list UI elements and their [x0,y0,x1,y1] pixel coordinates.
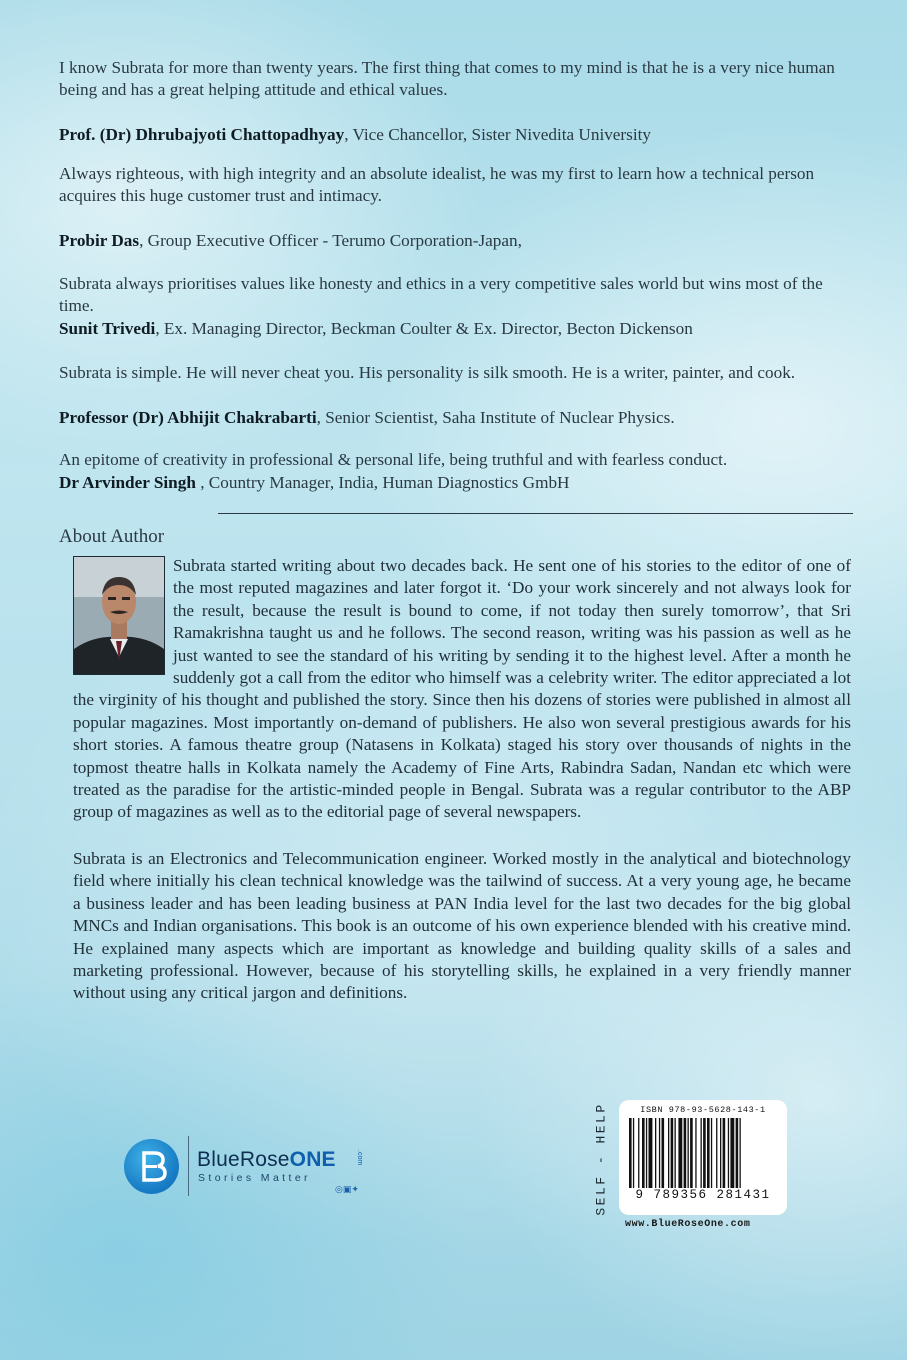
testimonial-role-1: , Vice Chancellor, Sister Nivedita University [344,125,651,144]
testimonial-attribution-2 [59,230,859,252]
bluerose-logo-icon [124,1139,179,1194]
testimonial-attribution-5 [59,472,859,494]
section-divider [218,513,853,514]
genre-label-text: SELF - HELP [593,1102,609,1216]
testimonial-name-1: Prof. (Dr) Dhrubajyoti Chattopadhyay [59,125,345,144]
testimonial-name-2: Probir Das [59,231,140,250]
isbn-label: ISBN 978-93-5628-143-1 [640,1105,766,1115]
isbn-barcode [619,1100,787,1215]
testimonial-name-4: Professor (Dr) Abhijit Chakrabarti [59,408,317,427]
testimonial-quote-4: Subrata is simple. He will never cheat you. His personality is silk smooth. He is a writer, painter, and cook. [59,363,796,382]
facebook-icon: ▣ [342,1185,352,1195]
instagram-icon: ◎ [335,1185,343,1195]
publisher-website: www.BlueRoseOne.com [625,1219,751,1230]
publisher-brand-suffix: .com [356,1150,363,1166]
testimonial-role-5: , Country Manager, India, Human Diagnostics GmbH [195,473,570,492]
barcode-bars [629,1118,777,1188]
testimonial-quote-3: Subrata always prioritises values like honesty and ethics in a very competitive sales world but wins most of the time. [59,274,823,316]
publisher-brand-accent: ONE [289,1148,336,1171]
genre-label [591,1104,611,1214]
testimonial-role-2: , Group Executive Officer - Terumo Corporation-Japan, [139,231,522,250]
testimonial-attribution-4 [59,407,859,429]
testimonial-role-3: , Ex. Managing Director, Beckman Coulter & Ex. Director, Becton Dickenson [155,319,693,338]
about-paragraph-1 [73,555,851,824]
publisher-tagline: Stories Matter [198,1172,311,1184]
author-photo [73,556,165,675]
about-paragraph-1-text: Subrata started writing about two decades back. He sent one of his stories to the editor of one of the most reputed magazines and later forgot it. ‘Do your work sincerely and not always look for the result, because the result is bound to come, if not today then surely tomorrow’, that Sri Ramakrishna taught us and he follows. The second reason, writing was his passion as well as he just wanted to see the standard of his writing by sending it to the highest level. After a month he suddenly got a call from the editor who himself was a celebrity writer. The editor appreciated a lot the virginity of his thought and published the story. Since then his dozens of stories were published in almost all popular magazines. Most importantly on-demand of publishers. He also won several prestigious awards for his short stories. A famous theatre group (Natasens in Kolkata) staged his story over thousands of nights in the topmost theatre halls in Kolkata namely the Academy of Fine Arts, Rabindra Sadan, Nandan etc which were treated as the paradise for the artistic-minded people in Bengal. Subrata was a regular contributor to the ABP group of magazines as well as to the editorial page of several newspapers. [73,556,851,822]
logo-separator [188,1136,189,1196]
about-paragraph-2: Subrata is an Electronics and Telecommunication engineer. Worked mostly in the analytical and biotechnology field where initially his clean technical knowledge was the tailwind of success. At a very young age, he became a business leader and has been leading business at PAN India level for the last two decades for the big global MNCs and Indian organisations. This book is an outcome of his own experience blended with his creative mind. He explained many aspects which are important as knowledge and building quality skills of a sales and marketing professional. However, because of his storytelling skills, he explained in a very friendly manner without using any critical jargon and definitions. [73,849,851,1003]
testimonial-role-4: , Senior Scientist, Saha Institute of Nuclear Physics. [316,408,675,427]
publisher-brand [197,1148,336,1172]
testimonial-attribution-1 [59,124,859,146]
testimonial-name-3: Sunit Trivedi [59,319,156,338]
publisher-brand-main: BlueRose [197,1148,290,1171]
twitter-icon: ✦ [351,1185,359,1195]
testimonial-quote-5: An epitome of creativity in professional & personal life, being truthful and with fearless conduct. [59,450,728,469]
isbn-number: 9 789356 281431 [635,1188,771,1202]
social-icons [335,1185,359,1195]
testimonial-quote-1: I know Subrata for more than twenty years. The first thing that comes to my mind is that he is a very nice human being and has a great helping attitude and ethical values. [59,58,835,100]
testimonial-name-5: Dr Arvinder Singh [59,473,196,492]
testimonial-attribution-3 [59,318,859,340]
about-author-heading: About Author [59,526,165,547]
testimonial-quote-2: Always righteous, with high integrity and an absolute idealist, he was my first to learn how a technical person acquires this huge customer trust and intimacy. [59,164,815,206]
